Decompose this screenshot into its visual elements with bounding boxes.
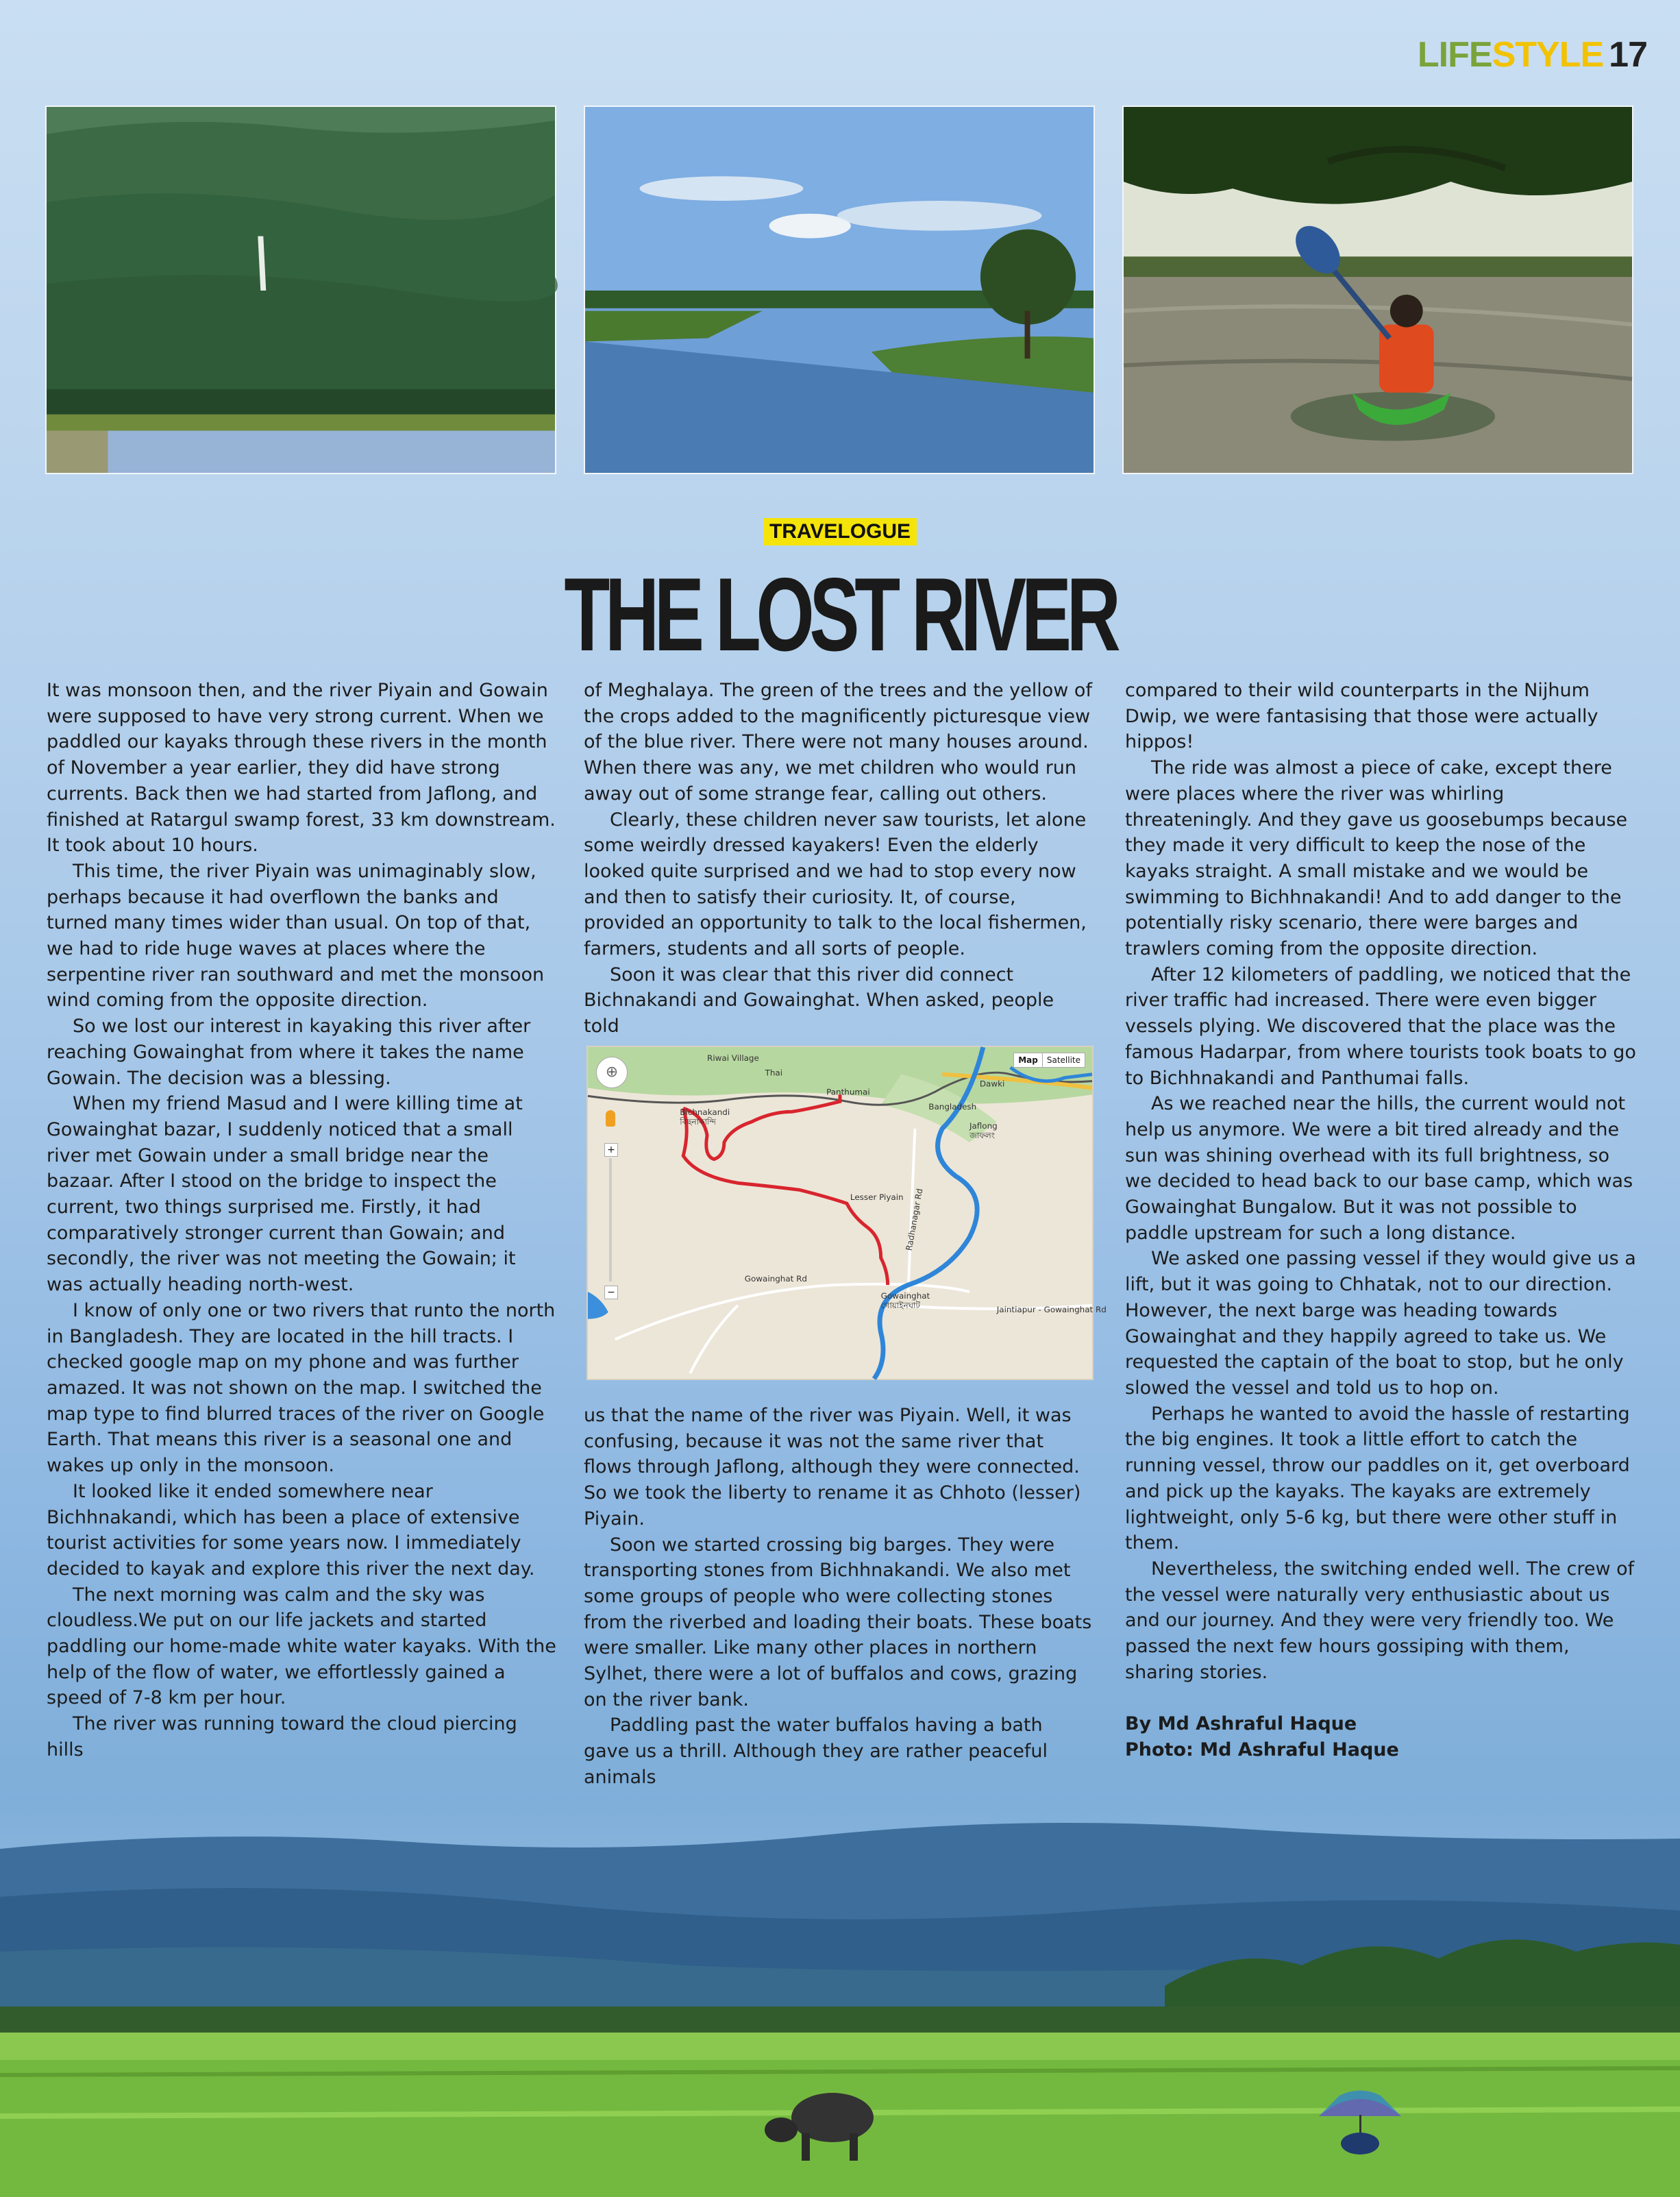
zoom-slider[interactable] bbox=[609, 1158, 612, 1281]
paragraph: It was monsoon then, and the river Piyain and Gowain were supposed to have very strong current. When we paddled our kayaks through these rivers in the month of November a year earlier, they did have strong currents. Back then we had started from Jaflong, and finished at Ratargul swamp forest, 33 km downstream. It took about 10 hours. bbox=[47, 680, 556, 857]
paragraph: Clearly, these children never saw tourists, let alone some weirdly dressed kayakers! Even the elderly looked quite surprised and we had to stop every now and then to satisfy their curiosity. It, of course, provided an opportunity to talk to the local fishermen, farmers, students and all sorts of people. bbox=[584, 809, 1087, 960]
section-name-life: LIFE bbox=[1417, 35, 1492, 75]
paragraph: We asked one passing vessel if they would give us a lift, but it was going to Chhatak, not to our direction. However, the next barge was heading towards Gowainghat and they happily agreed to take us. We requested the captain of the boat to stop, but he only slowed the vessel and told us to hop on. bbox=[1125, 1248, 1636, 1399]
photo-credit: Photo: Md Ashraful Haque bbox=[1125, 1739, 1399, 1761]
article-title: THE LOST RIVER bbox=[564, 556, 1116, 673]
paragraph: Perhaps he wanted to avoid the hassle of restarting the big engines. It took a little effort to catch the running vessel, throw our paddles on it, get overboard and pick up the kayaks. The kayaks are extremely lightweight, only 5-6 kg, but there were other stuff in them. bbox=[1125, 1403, 1630, 1554]
map-label-radhanagar-rd: Radhanagar Rd bbox=[904, 1188, 925, 1252]
map-pan-control[interactable]: ⊕ bbox=[596, 1057, 628, 1088]
map-label-gowainghat: Gowainghat bbox=[880, 1290, 930, 1301]
map-label-panthumai: Panthumai bbox=[826, 1087, 870, 1097]
paragraph: It looked like it ended somewhere near Bichhnakandi, which has been a place of extensive tourist activities for some years now. I immediately decided to kayak and explore this river the next day. bbox=[47, 1480, 535, 1580]
page-number: 17 bbox=[1609, 35, 1647, 75]
article-column-1 bbox=[47, 678, 556, 1763]
paragraph: This time, the river Piyain was unimaginably slow, perhaps because it had overflown the banks and turned many times wider than usual. On top of that, we had to ride huge waves at places where the serpentine river ran southward and met the monsoon wind coming from the opposite direction. bbox=[47, 860, 545, 1011]
paragraph: The next morning was calm and the sky was cloudless.We put on our life jackets and started paddling our home-made white water kayaks. With the help of the flow of water, we effortlessly gained a speed of 7-8 km per hour. bbox=[47, 1584, 556, 1709]
route-map[interactable] bbox=[586, 1046, 1107, 1380]
map-label-jaflong: Jaflong bbox=[969, 1121, 998, 1131]
map-label-bichnakandi: Bichnakandi bbox=[680, 1107, 730, 1118]
pegman-icon[interactable] bbox=[606, 1110, 615, 1127]
map-label-lesser-piyain: Lesser Piyain bbox=[850, 1192, 904, 1203]
paragraph: Soon it was clear that this river did connect Bichnakandi and Gowainghat. When asked, people told bbox=[584, 964, 1054, 1038]
article-column-2-top bbox=[584, 678, 1094, 1040]
river-landscape-photo bbox=[584, 106, 1095, 474]
map-label-jaintiapur-rd: Jaintiapur - Gowainghat Rd bbox=[996, 1304, 1107, 1314]
waterfall-hills-photo bbox=[45, 106, 556, 474]
paragraph: Soon we started crossing big barges. They were transporting stones from Bichhnakandi. We also met some groups of people who were collecting stones from the riverbed and loading their boats. These boats were smaller. Like many other places in northern Sylhet, there were a lot of buffalos and cows, grazing on the river bank. bbox=[584, 1534, 1092, 1710]
section-name-style: STYLE bbox=[1492, 35, 1604, 75]
map-type-satellite-button[interactable]: Satellite bbox=[1042, 1053, 1085, 1067]
zoom-in-button[interactable]: + bbox=[604, 1143, 618, 1157]
section-header bbox=[1418, 34, 1647, 75]
map-label-gowainghat-bn: গোয়াইনঘাট bbox=[880, 1300, 920, 1310]
paragraph: The ride was almost a piece of cake, except there were places where the river was whirling threateningly. And they gave us goosebumps because they made it very difficult to keep the nose of the kayaks straight. A small mistake and we would be swimming to Bichhnakandi! And to add danger to the potentially risky scenario, there were barges and trawlers coming from the opposite direction. bbox=[1125, 757, 1628, 960]
map-type-map-button[interactable]: Map bbox=[1018, 1055, 1038, 1065]
paragraph: of Meghalaya. The green of the trees and the yellow of the crops added to the magnificently picturesque view of the blue river. There were not many houses around. When there was any, we met children who would run away out of some strange fear, calling out others. bbox=[584, 680, 1092, 805]
paragraph: When my friend Masud and I were killing time at Gowainghat bazar, I suddenly noticed that a small river met Gowain under a small bridge near the bazaar. After I stood on the bridge to inspect the current, two things surprised me. Firstly, it had comparatively stronger current than Gowain; and secondly, the river was not meeting the Gowain; it was actually heading north-west. bbox=[47, 1093, 523, 1296]
paragraph: After 12 kilometers of paddling, we noticed that the river traffic had increased. There were even bigger vessels plying. We discovered that the place was the famous Hadarpar, from where tourists took boats to go to Bichhnakandi and Panthumai falls. bbox=[1125, 964, 1636, 1089]
map-label-riwai: Riwai Village bbox=[707, 1053, 759, 1063]
landscape-buffalo-photo bbox=[0, 1773, 1680, 2197]
article-column-3 bbox=[1125, 678, 1636, 1763]
paragraph: The river was running toward the cloud piercing hills bbox=[47, 1713, 517, 1760]
zoom-out-button[interactable]: − bbox=[604, 1286, 618, 1299]
paragraph: So we lost our interest in kayaking this river after reaching Gowainghat from where it takes the name Gowain. The decision was a blessing. bbox=[47, 1016, 531, 1089]
paragraph: I know of only one or two rivers that runto the north in Bangladesh. They are located in the hill tracts. I checked google map on my phone and was further amazed. It was not shown on the map. I switched the map type to find blurred traces of the river on Google Earth. That means this river is a seasonal one and wakes up only in the monsoon. bbox=[47, 1299, 556, 1477]
map-label-bichnakandi-bn: বিছনাকান্দি bbox=[680, 1117, 716, 1127]
map-label-dawki: Dawki bbox=[979, 1079, 1005, 1089]
map-type-control bbox=[1013, 1053, 1085, 1068]
kayaker-photo bbox=[1122, 106, 1633, 474]
map-label-gowainghat-rd: Gowainghat Rd bbox=[744, 1274, 807, 1284]
paragraph: us that the name of the river was Piyain. Well, it was confusing, because it was not the same river that flows through Jaflong, although they were connected. So we took the liberty to rename it as Chhoto (lesser) Piyain. bbox=[584, 1405, 1081, 1530]
paragraph: Paddling past the water buffalos having a bath gave us a thrill. Although they are rather peaceful bbox=[584, 1715, 1048, 1763]
byline: By Md Ashraful Haque bbox=[1125, 1713, 1357, 1735]
map-label-thai: Thai bbox=[765, 1068, 783, 1078]
map-label-jaflong-bn: জাফলং bbox=[969, 1130, 995, 1140]
paragraph: As we reached near the hills, the current would not help us anymore. We were a bit tired already and the sun was shining overhead with its full brightness, so we decided to head back to our base camp, which was Gowainghat Bungalow. But it was not possible to paddle upstream for such a long distance. bbox=[1125, 1093, 1633, 1244]
paragraph: Nevertheless, the switching ended well. The crew of the vessel were naturally very enthusiastic about us and our journey. And they were very friendly too. We passed the next few hours gossiping with them, sharing stories. bbox=[1125, 1558, 1635, 1683]
article-column-2-bottom bbox=[584, 1403, 1094, 1791]
article-kicker: TRAVELOGUE bbox=[763, 518, 917, 545]
map-label-bangladesh: Bangladesh bbox=[928, 1102, 977, 1112]
paragraph: compared to their wild counterparts in the Nijhum Dwip, we were fantasising that those were actually hippos! bbox=[1125, 680, 1598, 753]
